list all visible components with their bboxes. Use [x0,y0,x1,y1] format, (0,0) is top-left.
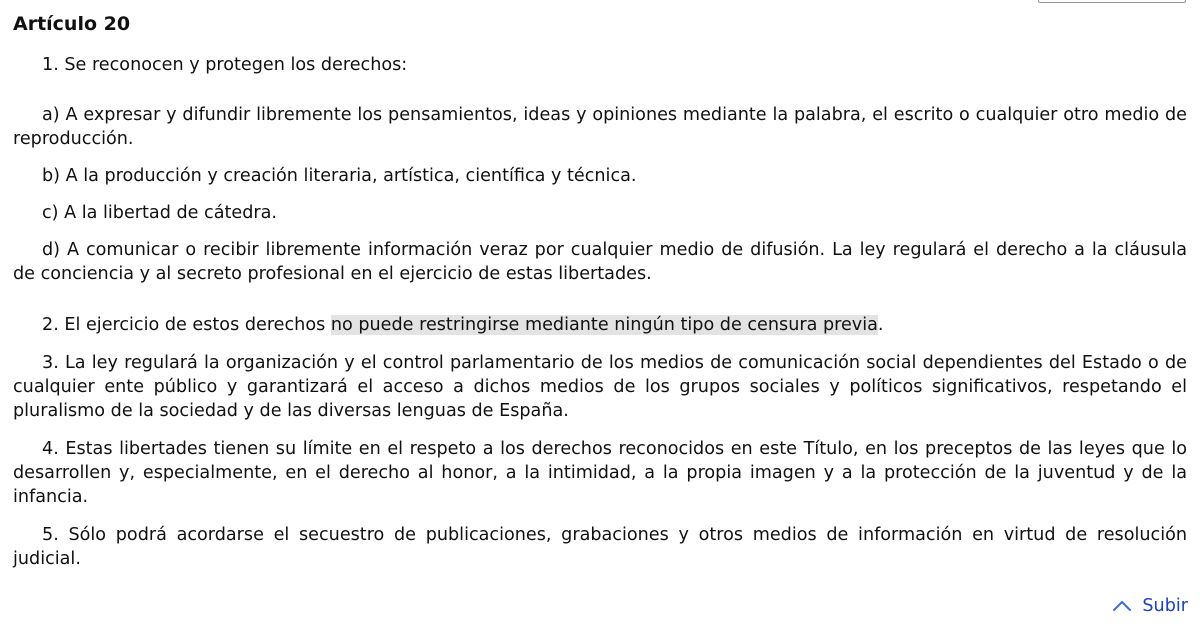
paragraph-2-end: . [877,315,884,335]
scroll-up-label[interactable]: Subir [1142,596,1188,616]
article-document [13,12,1187,585]
paragraph-3: 3. La ley regulará la organización y el control parlamentario de los medios de comunicación social dependientes del Estado o de cualquier ente público y garantizará el acceso a dichos medios de los grupos sociales y políticos significativos, respetando el pluralismo de la sociedad y de las diversas lenguas de España. [13,353,1187,421]
paragraph-2-text: 2. El ejercicio de estos derechos [42,315,331,335]
paragraph-2 [13,313,1187,337]
chevron-up-icon [1112,600,1132,612]
item-b: b) A la producción y creación literaria, artística, científica y técnica. [42,166,637,186]
paragraph-1-intro: 1. Se reconocen y protegen los derechos: [42,55,408,75]
paragraph-5: 5. Sólo podrá acordarse el secuestro de publicaciones, grabaciones y otros medios de información en virtud de resolución judicial. [13,525,1187,569]
paragraph-4: 4. Estas libertades tienen su límite en el respeto a los derechos reconocidos en este Título, en los preceptos de las leyes que lo desarrollen y, especialmente, en el derecho al honor, a la intimidad, a la propia imagen y a la protección de la juventud y de la infancia. [13,439,1187,507]
highlighted-text: no puede restringirse mediante ningún tipo de censura previa [330,315,878,335]
top-cropped-button-frame[interactable] [1038,0,1186,3]
article-title: Artículo 20 [13,13,131,35]
scroll-up-link[interactable] [1112,594,1188,618]
item-d: d) A comunicar o recibir libremente información veraz por cualquier medio de difusión. La ley regulará el derecho a la cláusula de conciencia y al secreto profesional en el ejercicio de estas libertades. [13,240,1187,284]
item-c: c) A la libertad de cátedra. [42,203,277,223]
item-a: a) A expresar y difundir libremente los pensamientos, ideas y opiniones mediante la palabra, el escrito o cualquier otro medio de reproducción. [13,105,1187,149]
